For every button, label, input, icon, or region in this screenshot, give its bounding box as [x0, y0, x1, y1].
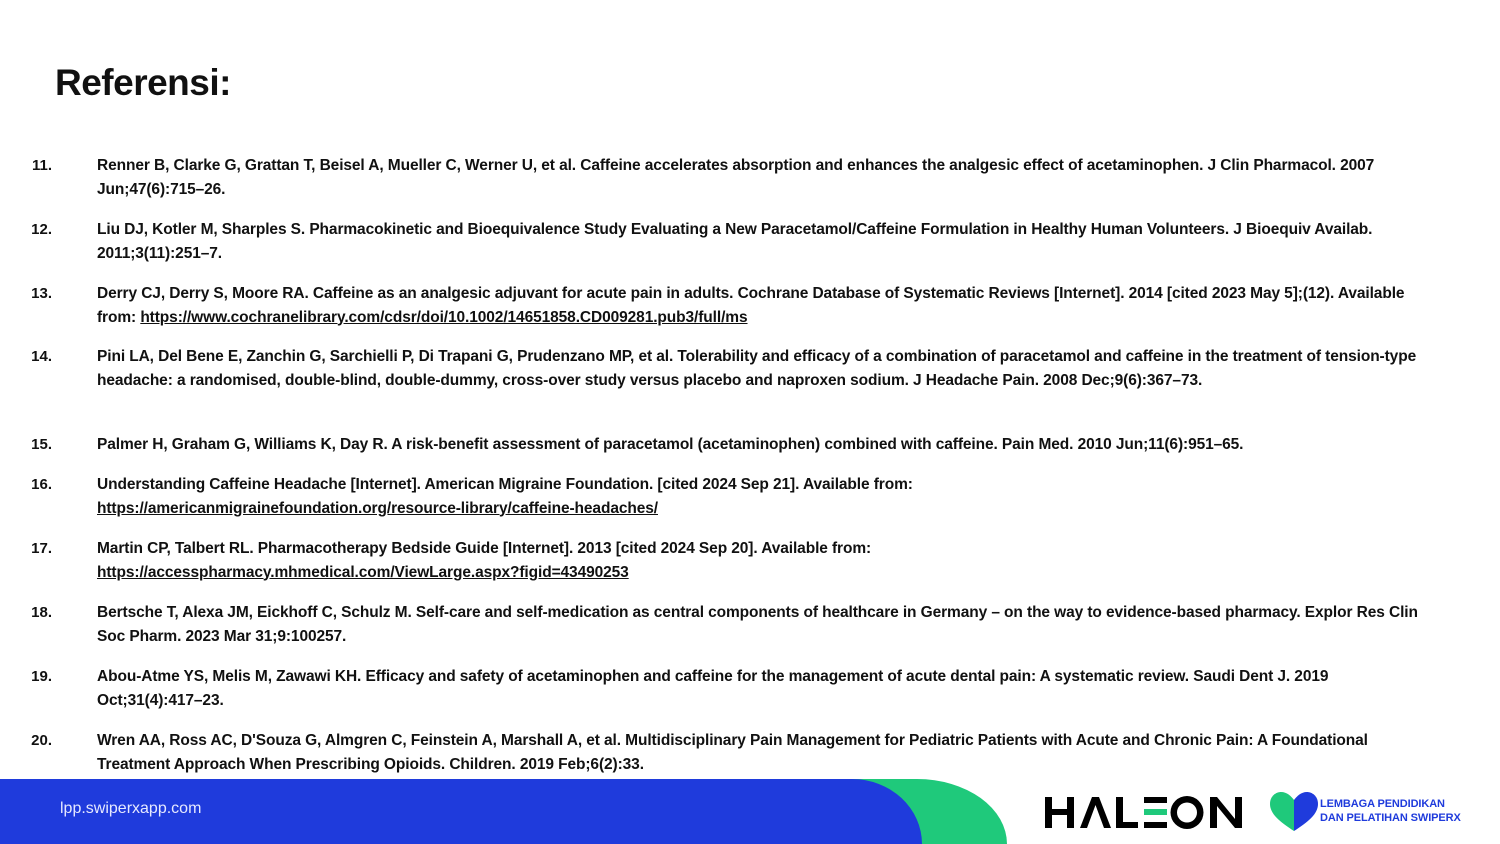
reference-number: 12. [31, 221, 52, 238]
footer-url[interactable]: lpp.swiperxapp.com [60, 800, 202, 817]
reference-link[interactable]: https://accesspharmacy.mhmedical.com/ViewLarge.aspx?figid=43490253 [97, 563, 629, 581]
lpp-logo-text [1320, 797, 1461, 825]
reference-text: Wren AA, Ross AC, D'Souza G, Almgren C, Feinstein A, Marshall A, et al. Multidisciplinary Pain Management for Pediatric Patients with Acute and Chronic Pain: A Foundational Treatment Approach When Prescribing Opioids. Children. 2019 Feb;6(2):33. [97, 732, 1368, 773]
reference-text: Understanding Caffeine Headache [Internet]. American Migraine Foundation. [cited 2024 Sep 21]. Available from: https://americanmigrainefoundation.org/resource-library/caffeine-headaches/ [97, 476, 913, 517]
reference-link[interactable]: https://www.cochranelibrary.com/cdsr/doi/10.1002/14651858.CD009281.pub3/full/ms [140, 308, 748, 326]
reference-link[interactable]: https://americanmigrainefoundation.org/resource-library/caffeine-headaches/ [97, 499, 658, 517]
reference-text: Pini LA, Del Bene E, Zanchin G, Sarchielli P, Di Trapani G, Prudenzano MP, et al. Tolerability and efficacy of a combination of paracetamol and caffeine in the treatment of tension-type headache: a randomised, double-blind, double-dummy, cross-over study versus placebo and naproxen sodium. J Headache Pain. 2008 Dec;9(6):367–73. [97, 348, 1417, 389]
reference-number: 19. [31, 668, 52, 685]
reference-number: 14. [31, 348, 52, 365]
lpp-line-1: LEMBAGA PENDIDIKAN [1320, 798, 1445, 810]
reference-number: 16. [31, 476, 52, 493]
reference-text: Palmer H, Graham G, Williams K, Day R. A risk-benefit assessment of paracetamol (acetaminophen) combined with caffeine. Pain Med. 2010 Jun;11(6):951–65. [97, 436, 1244, 453]
page-title: Referensi: [55, 62, 231, 103]
reference-number: 17. [31, 540, 52, 557]
reference-text: Bertsche T, Alexa JM, Eickhoff C, Schulz M. Self-care and self-medication as central components of healthcare in Germany – on the way to evidence-based pharmacy. Explor Res Clin Soc Pharm. 2023 Mar 31;9:100257. [97, 604, 1418, 645]
reference-text: Martin CP, Talbert RL. Pharmacotherapy Bedside Guide [Internet]. 2013 [cited 2024 Sep 20]. Available from: https://accesspharmacy.mhmedical.com/ViewLarge.aspx?figid=43490253 [97, 540, 872, 581]
reference-text: Abou-Atme YS, Melis M, Zawawi KH. Efficacy and safety of acetaminophen and caffeine for the management of acute dental pain: A systematic review. Saudi Dent J. 2019 Oct;31(4):417–23. [97, 668, 1329, 709]
reference-number: 15. [31, 436, 52, 453]
reference-number: 18. [31, 604, 52, 621]
reference-text: Renner B, Clarke G, Grattan T, Beisel A, Mueller C, Werner U, et al. Caffeine accelerates absorption and enhances the analgesic effect of acetaminophen. J Clin Pharmacol. 2007 Jun;47(6):715–26. [97, 157, 1375, 198]
reference-number: 11. [31, 157, 52, 174]
reference-text: Derry CJ, Derry S, Moore RA. Caffeine as an analgesic adjuvant for acute pain in adults. Cochrane Database of Systematic Reviews [Internet]. 2014 [cited 2023 May 5];(12). Available from: https://www.cochranelibrary.com/cdsr/doi/10.1002/14651858.CD009281.pub3/full/ms [97, 285, 1405, 326]
reference-number: 13. [31, 285, 52, 302]
reference-number: 20. [31, 732, 52, 749]
reference-text: Liu DJ, Kotler M, Sharples S. Pharmacokinetic and Bioequivalence Study Evaluating a New Paracetamol/Caffeine Formulation in Healthy Human Volunteers. J Bioequiv Availab. 2011;3(11):251–7. [97, 221, 1373, 262]
haleon-logo [1045, 791, 1243, 833]
lpp-line-2: DAN PELATIHAN SWIPERX [1320, 812, 1461, 824]
